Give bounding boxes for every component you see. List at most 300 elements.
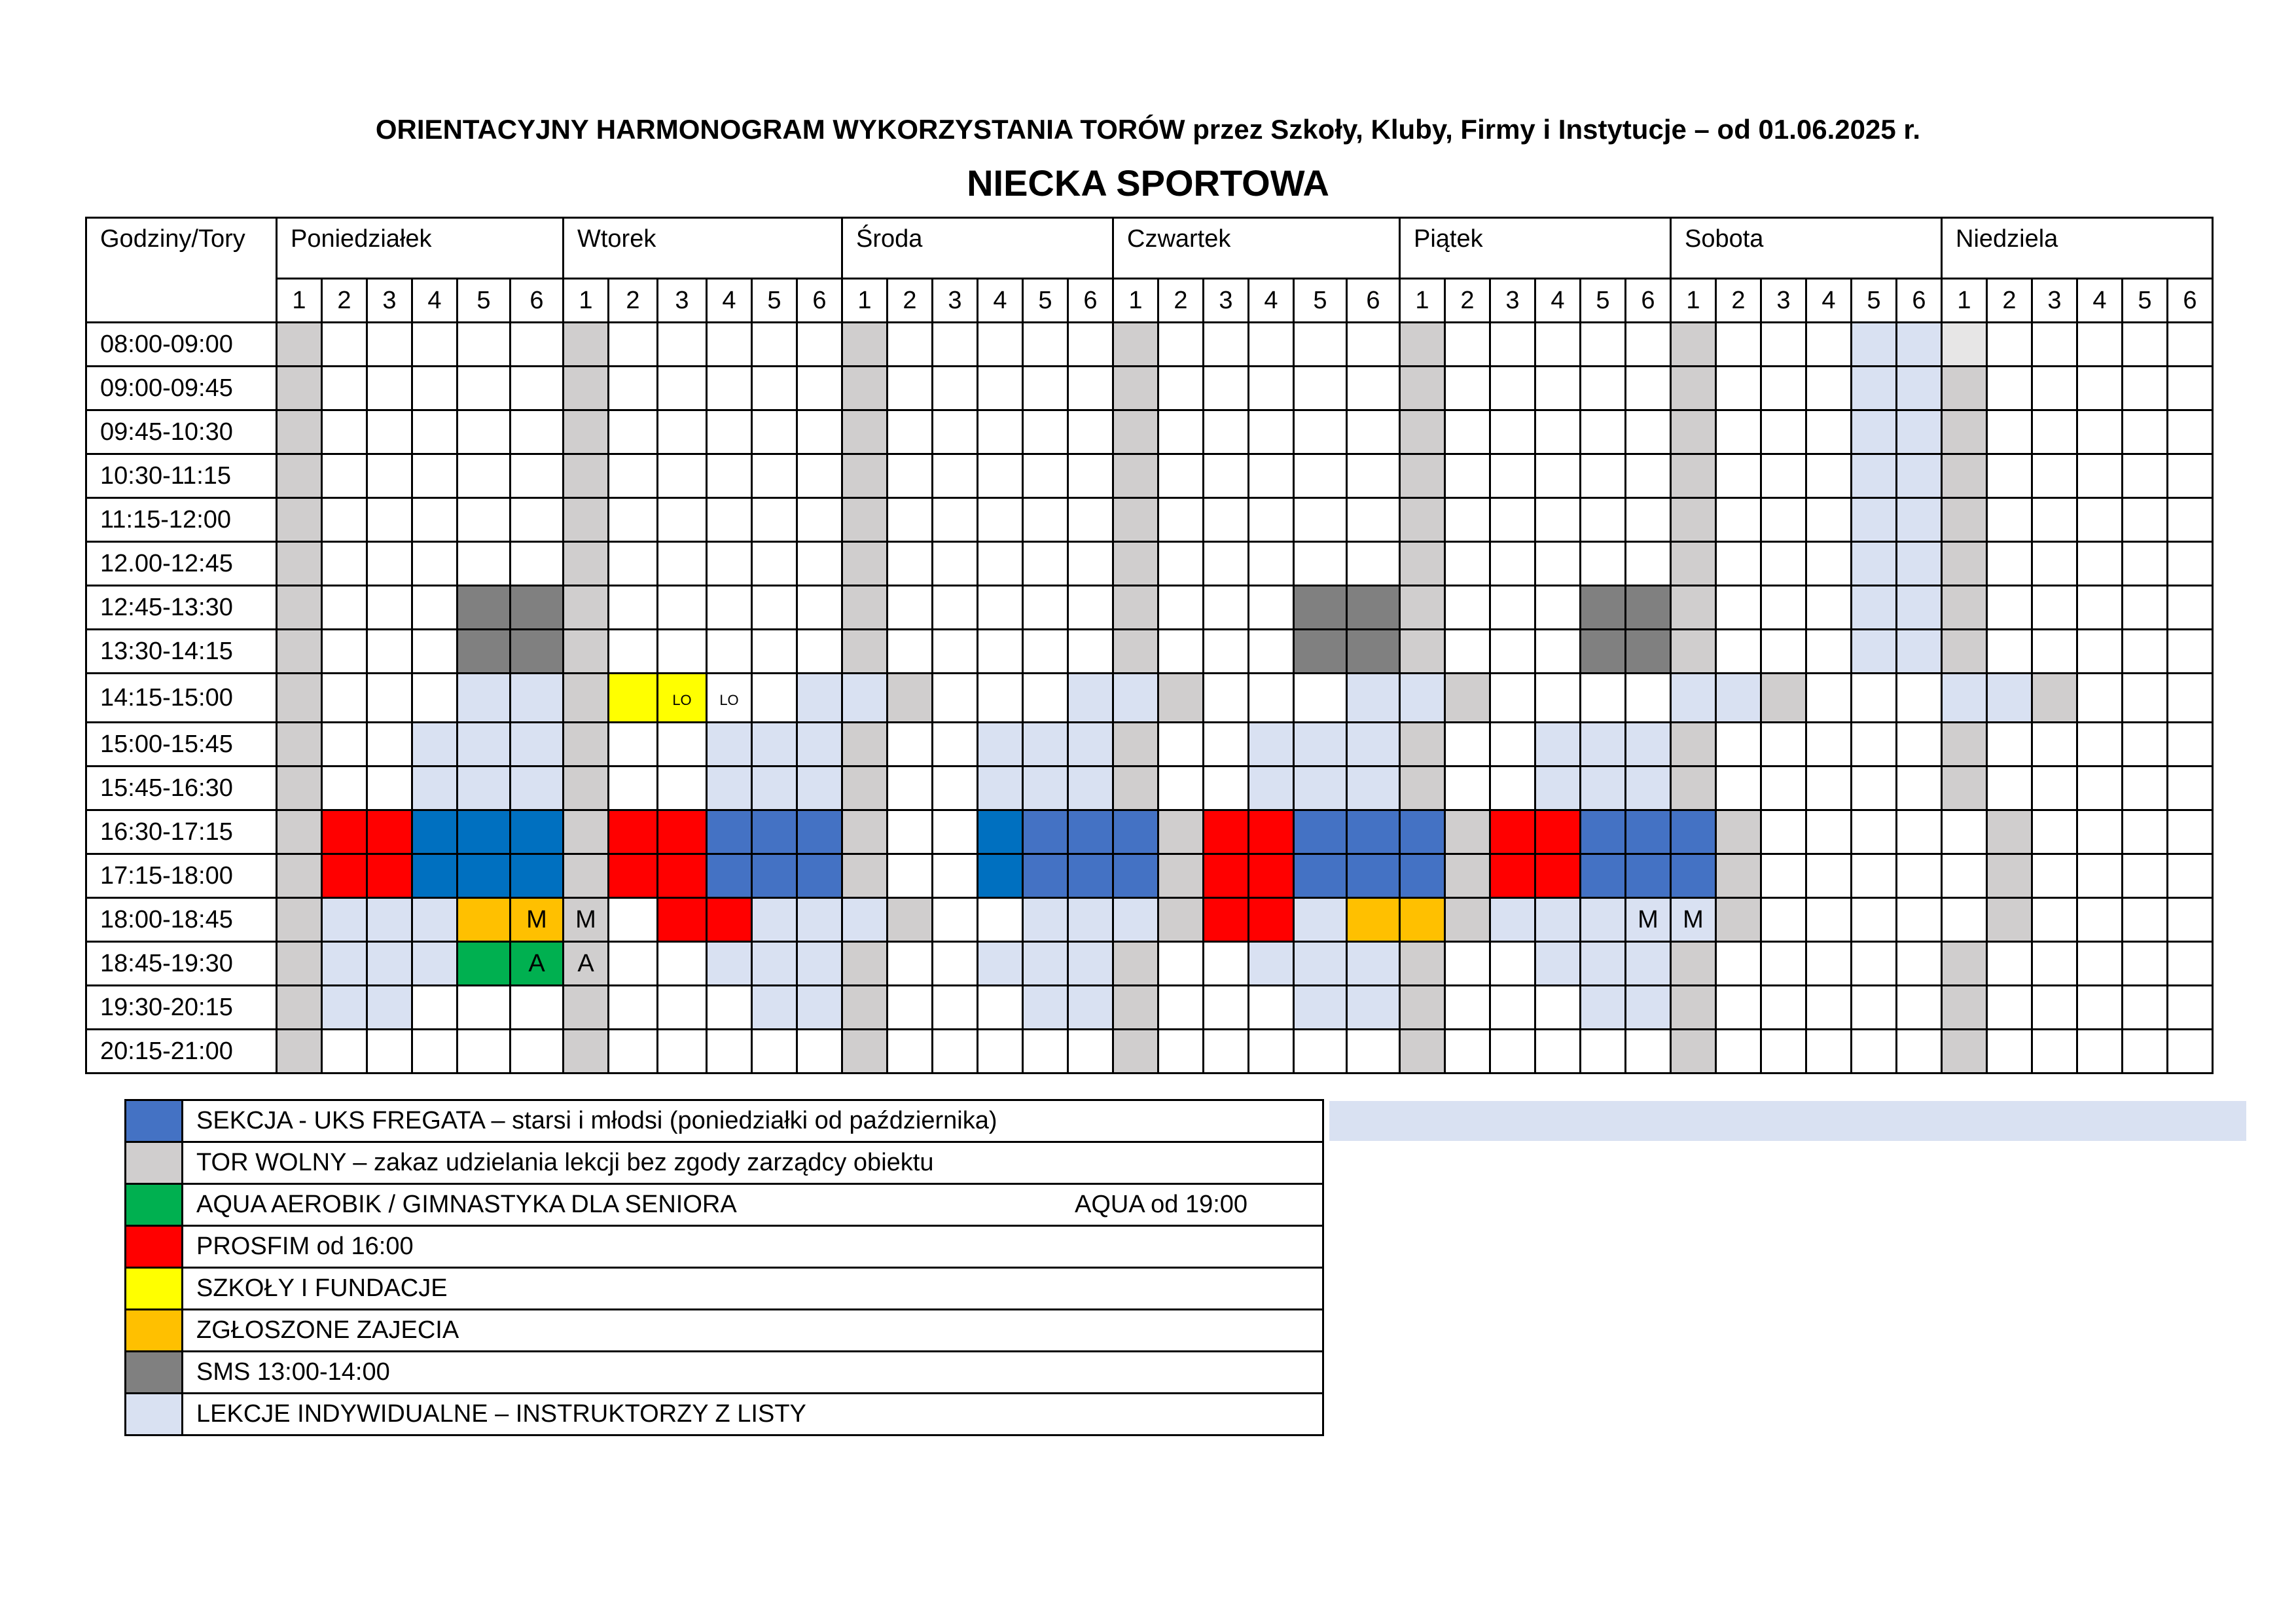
schedule-cell: [1987, 367, 2032, 410]
schedule-cell: [1987, 986, 2032, 1030]
schedule-cell: [412, 454, 457, 498]
schedule-cell: [1400, 586, 1445, 630]
schedule-cell: [707, 454, 752, 498]
schedule-cell: [842, 854, 888, 898]
schedule-cell: [1023, 810, 1068, 854]
schedule-cell: [1204, 942, 1249, 986]
schedule-cell: [888, 410, 933, 454]
lane-header: 6: [1068, 279, 1113, 323]
schedule-cell: [1204, 898, 1249, 942]
schedule-cell: [511, 542, 564, 586]
schedule-cell: [2032, 810, 2077, 854]
schedule-cell: [1626, 586, 1671, 630]
schedule-cell: M: [564, 898, 609, 942]
schedule-cell: [1294, 498, 1347, 542]
schedule-cell: [2077, 674, 2123, 723]
schedule-cell: [1806, 498, 1852, 542]
schedule-cell: [1400, 630, 1445, 674]
schedule-cell: [1987, 1030, 2032, 1074]
schedule-cell: [1806, 586, 1852, 630]
schedule-cell: [1716, 674, 1761, 723]
schedule-cell: [842, 323, 888, 367]
schedule-cell: [1535, 542, 1581, 586]
schedule-cell: [412, 986, 457, 1030]
schedule-cell: [842, 367, 888, 410]
schedule-cell: [1535, 674, 1581, 723]
schedule-cell: [2077, 942, 2123, 986]
schedule-cell: [933, 630, 978, 674]
schedule-cell: [1942, 810, 1987, 854]
schedule-cell: [564, 767, 609, 810]
schedule-cell: [1490, 767, 1535, 810]
schedule-cell: [277, 498, 322, 542]
schedule-cell: [1294, 854, 1347, 898]
schedule-cell: [457, 898, 511, 942]
schedule-cell: [322, 767, 367, 810]
schedule-cell: [1113, 454, 1158, 498]
schedule-cell: [322, 323, 367, 367]
schedule-cell: [2032, 854, 2077, 898]
lane-header: 6: [1626, 279, 1671, 323]
schedule-cell: [2123, 542, 2168, 586]
schedule-cell: [367, 410, 412, 454]
lane-header: 3: [1204, 279, 1249, 323]
schedule-cell: [1806, 674, 1852, 723]
schedule-cell: [322, 498, 367, 542]
lane-header: 4: [978, 279, 1023, 323]
legend-text: [183, 1100, 1323, 1142]
schedule-cell: [658, 630, 707, 674]
schedule-cell: [1806, 986, 1852, 1030]
schedule-cell: [1294, 630, 1347, 674]
legend-row: [126, 1394, 1323, 1435]
schedule-cell: [1626, 723, 1671, 767]
schedule-cell: [1113, 898, 1158, 942]
legend-swatch: [126, 1184, 183, 1226]
schedule-cell: [2077, 454, 2123, 498]
schedule-cell: [367, 1030, 412, 1074]
schedule-cell: [1400, 898, 1445, 942]
schedule-cell: [1942, 898, 1987, 942]
schedule-cell: [1347, 454, 1400, 498]
schedule-cell: [322, 630, 367, 674]
schedule-cell: [933, 367, 978, 410]
schedule-cell: [1347, 410, 1400, 454]
schedule-cell: [1626, 367, 1671, 410]
schedule-cell: [277, 367, 322, 410]
schedule-cell: M: [1671, 898, 1716, 942]
schedule-cell: [1445, 498, 1490, 542]
schedule-cell: [1716, 1030, 1761, 1074]
schedule-cell: [933, 986, 978, 1030]
schedule-cell: [1490, 630, 1535, 674]
legend-row: [126, 1268, 1323, 1310]
schedule-cell: [2032, 767, 2077, 810]
lane-header: 3: [2032, 279, 2077, 323]
schedule-cell: [1400, 367, 1445, 410]
schedule-cell: [1113, 542, 1158, 586]
schedule-cell: [2032, 942, 2077, 986]
schedule-cell: [412, 367, 457, 410]
time-slot-label: 10:30-11:15: [86, 454, 277, 498]
schedule-cell: [1852, 767, 1897, 810]
schedule-cell: [1671, 767, 1716, 810]
schedule-cell: [457, 854, 511, 898]
schedule-cell: [1347, 898, 1400, 942]
schedule-cell: [2077, 586, 2123, 630]
schedule-cell: [322, 674, 367, 723]
schedule-cell: [564, 454, 609, 498]
time-slot-label: 09:45-10:30: [86, 410, 277, 454]
schedule-cell: [658, 586, 707, 630]
schedule-cell: [1490, 674, 1535, 723]
schedule-cell: [842, 1030, 888, 1074]
schedule-cell: [1400, 323, 1445, 367]
schedule-cell: [797, 410, 842, 454]
lane-header: 6: [2168, 279, 2213, 323]
schedule-cell: [1490, 854, 1535, 898]
schedule-cell: [457, 323, 511, 367]
schedule-cell: [1204, 410, 1249, 454]
schedule-cell: [797, 542, 842, 586]
schedule-cell: [2123, 323, 2168, 367]
schedule-cell: [658, 986, 707, 1030]
schedule-cell: [1942, 586, 1987, 630]
schedule-cell: [1942, 942, 1987, 986]
schedule-cell: [367, 986, 412, 1030]
schedule-cell: [1581, 542, 1626, 586]
schedule-cell: [1204, 630, 1249, 674]
schedule-cell: [564, 630, 609, 674]
schedule-cell: [707, 810, 752, 854]
schedule-cell: [707, 723, 752, 767]
schedule-cell: [1249, 810, 1294, 854]
schedule-cell: [933, 323, 978, 367]
schedule-cell: [564, 410, 609, 454]
legend-label: SZKOŁY I FUNDACJE: [196, 1274, 448, 1302]
schedule-cell: [752, 810, 797, 854]
schedule-cell: [2077, 898, 2123, 942]
schedule-cell: [797, 367, 842, 410]
schedule-cell: [888, 767, 933, 810]
lane-header: 4: [1535, 279, 1581, 323]
schedule-cell: [797, 810, 842, 854]
schedule-cell: [1204, 367, 1249, 410]
schedule-cell: [1535, 1030, 1581, 1074]
schedule-cell: [511, 498, 564, 542]
schedule-cell: [1987, 767, 2032, 810]
schedule-cell: [322, 1030, 367, 1074]
schedule-cell: [564, 986, 609, 1030]
schedule-cell: [609, 942, 658, 986]
lane-header: 6: [797, 279, 842, 323]
schedule-cell: [707, 498, 752, 542]
schedule-cell: [1347, 854, 1400, 898]
schedule-cell: [1987, 586, 2032, 630]
schedule-cell: [1068, 586, 1113, 630]
schedule-cell: [412, 767, 457, 810]
schedule-cell: [658, 723, 707, 767]
schedule-cell: [2077, 810, 2123, 854]
schedule-cell: [412, 410, 457, 454]
schedule-cell: [1671, 1030, 1716, 1074]
schedule-cell: [1158, 498, 1204, 542]
schedule-cell: [1942, 367, 1987, 410]
schedule-cell: [1671, 410, 1716, 454]
schedule-cell: M: [511, 898, 564, 942]
schedule-cell: [609, 586, 658, 630]
schedule-cell: [797, 942, 842, 986]
schedule-cell: [1806, 410, 1852, 454]
schedule-cell: [1987, 723, 2032, 767]
schedule-cell: [2123, 723, 2168, 767]
schedule-cell: [457, 723, 511, 767]
schedule-cell: [707, 630, 752, 674]
schedule-cell: [511, 586, 564, 630]
schedule-cell: [1445, 942, 1490, 986]
schedule-cell: [1535, 454, 1581, 498]
legend-label: TOR WOLNY – zakaz udzielania lekcji bez zgody zarządcy obiektu: [196, 1149, 934, 1176]
schedule-cell: [2168, 410, 2213, 454]
schedule-cell: [707, 542, 752, 586]
schedule-cell: [933, 674, 978, 723]
lane-header: 5: [752, 279, 797, 323]
legend-swatch: [126, 1268, 183, 1310]
schedule-cell: [933, 542, 978, 586]
schedule-cell: [2123, 498, 2168, 542]
schedule-cell: [1671, 630, 1716, 674]
schedule-cell: [1445, 854, 1490, 898]
lane-header: 2: [1445, 279, 1490, 323]
schedule-cell: [1852, 498, 1897, 542]
time-slot-label: 09:00-09:45: [86, 367, 277, 410]
schedule-cell: [752, 854, 797, 898]
lane-header: 5: [457, 279, 511, 323]
schedule-cell: [277, 674, 322, 723]
schedule-cell: [412, 630, 457, 674]
schedule-cell: [658, 767, 707, 810]
schedule-cell: [1490, 942, 1535, 986]
schedule-cell: [1294, 1030, 1347, 1074]
schedule-cell: [1535, 586, 1581, 630]
schedule-cell: [1671, 810, 1716, 854]
schedule-cell: [1897, 986, 1942, 1030]
schedule-cell: [1445, 723, 1490, 767]
schedule-cell: [1716, 810, 1761, 854]
schedule-cell: [1581, 810, 1626, 854]
schedule-cell: [1068, 723, 1113, 767]
lane-header: 2: [1158, 279, 1204, 323]
schedule-cell: [1535, 942, 1581, 986]
schedule-cell: [1716, 586, 1761, 630]
schedule-cell: [277, 723, 322, 767]
schedule-cell: [1445, 323, 1490, 367]
schedule-cell: [1897, 1030, 1942, 1074]
schedule-cell: [1294, 810, 1347, 854]
schedule-cell: [1897, 898, 1942, 942]
schedule-cell: LO: [658, 674, 707, 723]
schedule-cell: [1445, 586, 1490, 630]
schedule-cell: [1294, 586, 1347, 630]
schedule-cell: [1068, 323, 1113, 367]
schedule-cell: [2032, 410, 2077, 454]
schedule-cell: [1204, 810, 1249, 854]
schedule-cell: [1581, 942, 1626, 986]
schedule-cell: [1671, 586, 1716, 630]
schedule-cell: [1581, 367, 1626, 410]
schedule-cell: [978, 323, 1023, 367]
schedule-cell: [658, 410, 707, 454]
legend-swatch: [126, 1226, 183, 1268]
schedule-cell: [1626, 454, 1671, 498]
schedule-cell: [1158, 586, 1204, 630]
schedule-cell: [412, 323, 457, 367]
schedule-cell: [367, 810, 412, 854]
schedule-cell: [1761, 767, 1806, 810]
schedule-cell: [609, 542, 658, 586]
schedule-cell: [2168, 498, 2213, 542]
schedule-cell: [707, 367, 752, 410]
schedule-cell: [752, 542, 797, 586]
schedule-cell: [752, 367, 797, 410]
time-slot-label: 19:30-20:15: [86, 986, 277, 1030]
schedule-cell: [2032, 367, 2077, 410]
schedule-cell: [1490, 410, 1535, 454]
schedule-cell: [1249, 498, 1294, 542]
schedule-cell: [511, 367, 564, 410]
lane-header: 1: [1400, 279, 1445, 323]
schedule-cell: [2123, 986, 2168, 1030]
schedule-cell: [658, 498, 707, 542]
schedule-cell: [1023, 498, 1068, 542]
schedule-cell: [2123, 942, 2168, 986]
schedule-cell: [752, 942, 797, 986]
schedule-cell: [1761, 498, 1806, 542]
document-title: NIECKA SPORTOWA: [967, 162, 1329, 204]
schedule-cell: [1987, 542, 2032, 586]
schedule-cell: [978, 986, 1023, 1030]
schedule-cell: [609, 854, 658, 898]
schedule-cell: [1626, 942, 1671, 986]
schedule-cell: [2123, 630, 2168, 674]
schedule-cell: [1897, 630, 1942, 674]
schedule-cell: [1158, 986, 1204, 1030]
legend-text: [183, 1184, 1323, 1226]
schedule-cell: [1068, 674, 1113, 723]
schedule-cell: [1204, 454, 1249, 498]
schedule-cell: [933, 498, 978, 542]
schedule-cell: [1626, 986, 1671, 1030]
schedule-cell: [2123, 898, 2168, 942]
schedule-cell: [1942, 986, 1987, 1030]
schedule-cell: [322, 586, 367, 630]
schedule-cell: [1068, 454, 1113, 498]
schedule-cell: [1671, 542, 1716, 586]
schedule-cell: [1626, 810, 1671, 854]
schedule-cell: [707, 410, 752, 454]
schedule-cell: [1113, 586, 1158, 630]
legend-label: SMS 13:00-14:00: [196, 1358, 390, 1386]
schedule-cell: [1158, 674, 1204, 723]
schedule-cell: [1852, 542, 1897, 586]
schedule-cell: [1204, 723, 1249, 767]
day-header-niedziela: Niedziela: [1942, 218, 2213, 279]
schedule-cell: [1023, 454, 1068, 498]
schedule-cell: [1023, 542, 1068, 586]
schedule-cell: [277, 1030, 322, 1074]
schedule-cell: [412, 586, 457, 630]
schedule-cell: [277, 942, 322, 986]
schedule-cell: [1113, 410, 1158, 454]
schedule-cell: [277, 898, 322, 942]
schedule-cell: [511, 410, 564, 454]
schedule-cell: [1761, 723, 1806, 767]
schedule-cell: [1204, 674, 1249, 723]
schedule-cell: [609, 630, 658, 674]
schedule-cell: [367, 898, 412, 942]
time-slot-label: 14:15-15:00: [86, 674, 277, 723]
schedule-cell: [1294, 898, 1347, 942]
schedule-cell: [1445, 898, 1490, 942]
schedule-cell: [1535, 723, 1581, 767]
schedule-cell: [2032, 898, 2077, 942]
schedule-cell: [1897, 810, 1942, 854]
schedule-cell: [1023, 854, 1068, 898]
lane-header: 2: [1716, 279, 1761, 323]
schedule-cell: [1716, 410, 1761, 454]
schedule-cell: [367, 942, 412, 986]
schedule-cell: [564, 586, 609, 630]
schedule-cell: [752, 1030, 797, 1074]
schedule-cell: [367, 498, 412, 542]
schedule-cell: [412, 942, 457, 986]
schedule-cell: [658, 1030, 707, 1074]
schedule-cell: [752, 986, 797, 1030]
legend-note: AQUA od 19:00: [1075, 1191, 1248, 1218]
schedule-cell: [797, 986, 842, 1030]
schedule-cell: [933, 810, 978, 854]
lane-header: 3: [1490, 279, 1535, 323]
schedule-cell: [1897, 498, 1942, 542]
schedule-cell: [1294, 767, 1347, 810]
schedule-cell: [1068, 810, 1113, 854]
schedule-cell: [1249, 674, 1294, 723]
schedule-cell: [1761, 410, 1806, 454]
schedule-cell: [511, 986, 564, 1030]
schedule-cell: [457, 498, 511, 542]
schedule-cell: [457, 674, 511, 723]
schedule-cell: [1490, 542, 1535, 586]
lane-header: 3: [1761, 279, 1806, 323]
schedule-cell: [1023, 630, 1068, 674]
schedule-cell: [842, 723, 888, 767]
schedule-cell: [1806, 942, 1852, 986]
schedule-cell: [1806, 854, 1852, 898]
schedule-cell: [609, 410, 658, 454]
schedule-cell: [842, 586, 888, 630]
schedule-cell: [1294, 986, 1347, 1030]
schedule-cell: [707, 986, 752, 1030]
schedule-cell: [842, 542, 888, 586]
schedule-cell: [2123, 854, 2168, 898]
schedule-cell: [2032, 1030, 2077, 1074]
schedule-cell: [412, 674, 457, 723]
schedule-cell: [511, 810, 564, 854]
schedule-cell: [1942, 767, 1987, 810]
schedule-cell: [1987, 630, 2032, 674]
schedule-cell: [1806, 542, 1852, 586]
schedule-cell: [1671, 723, 1716, 767]
